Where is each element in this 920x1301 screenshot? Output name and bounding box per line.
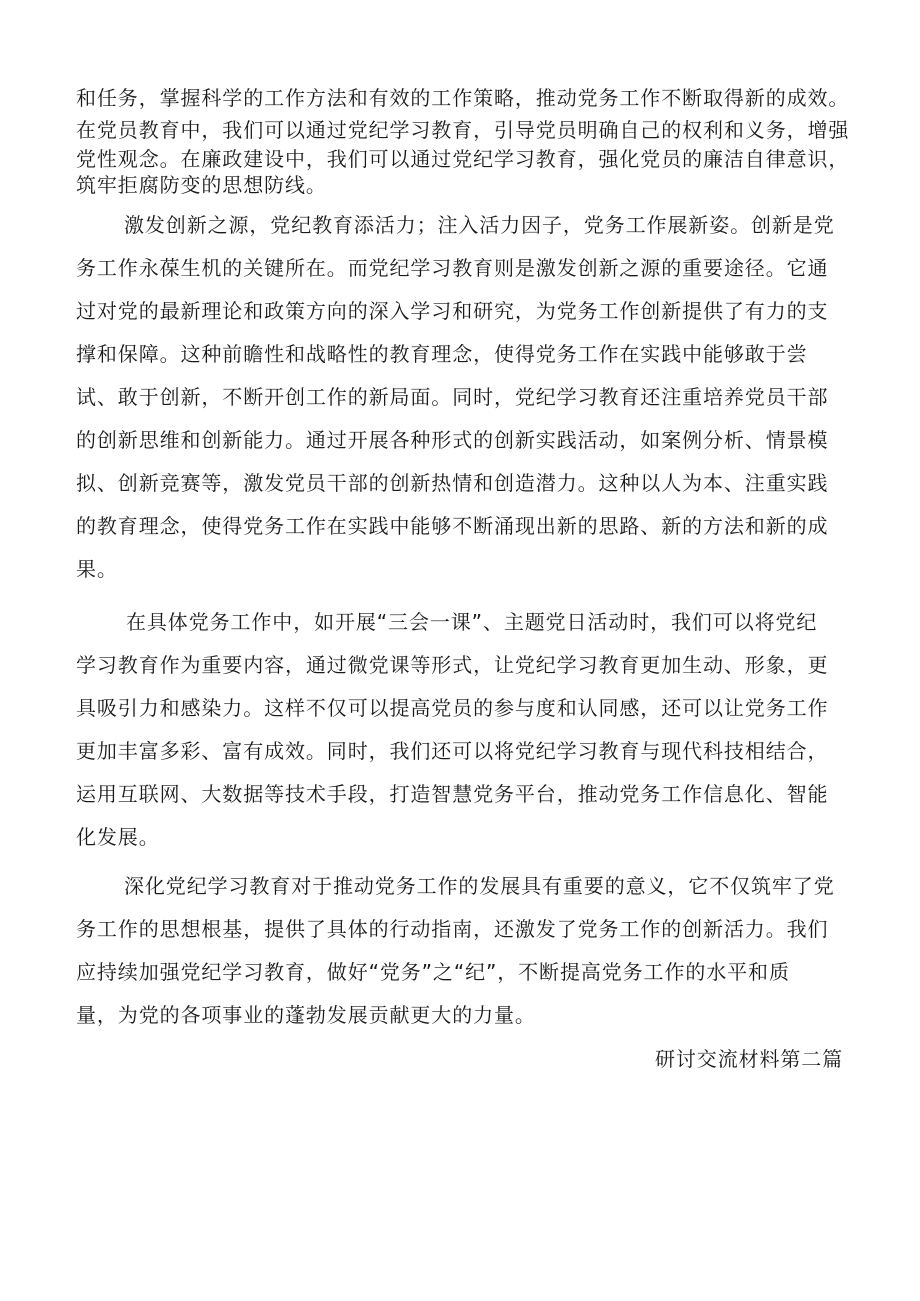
- text-line: 撑和保障。这种前瞻性和战略性的教育理念，使得党务工作在实践中能够敢于尝: [76, 342, 808, 366]
- text-line: 的教育理念，使得党务工作在实践中能够不断涌现出新的思路、新的方法和新的成: [76, 514, 829, 538]
- text-line: 更加丰富多彩、富有成效。同时，我们还可以将党纪学习教育与现代科技相结合，: [76, 739, 829, 763]
- text-line: 拟、创新竞赛等，激发党员干部的创新热情和创造潜力。这种以人为本、注重实践: [76, 471, 829, 495]
- text-line: 党性观念。在廉政建设中，我们可以通过党纪学习教育，强化党员的廉洁自律意识，: [76, 147, 850, 171]
- text-line: 在党员教育中，我们可以通过党纪学习教育，引导党员明确自己的权利和义务，增强: [76, 118, 850, 142]
- text-line: 应持续加强党纪学习教育，做好“党务”之“纪”，不断提高党务工作的水平和质: [76, 960, 790, 984]
- text-line: 果。: [76, 557, 118, 581]
- text-line: 和任务，掌握科学的工作方法和有效的工作策略，推动党务工作不断取得新的成效。: [76, 86, 850, 110]
- text-line: 筑牢拒腐防变的思想防线。: [76, 173, 327, 197]
- text-line: 激发创新之源，党纪教育添活力；注入活力因子，党务工作展新姿。创新是党: [124, 213, 835, 237]
- text-line: 化发展。: [76, 825, 160, 849]
- section-title: 研讨交流材料第二篇: [655, 1047, 844, 1071]
- text-line: 过对党的最新理论和政策方向的深入学习和研究，为党务工作创新提供了有力的支: [76, 299, 829, 323]
- text-line: 量，为党的各项事业的蓬勃发展贡献更大的力量。: [76, 1003, 536, 1027]
- text-line: 务工作的思想根基，提供了具体的行动指南，还激发了党务工作的创新活力。我们: [76, 917, 829, 941]
- text-line: 学习教育作为重要内容，通过微党课等形式，让党纪学习教育更加生动、形象，更: [76, 653, 829, 677]
- text-line: 在具体党务工作中，如开展“三会一课”、主题党日活动时，我们可以将党纪: [126, 610, 818, 634]
- text-line: 试、敢于创新，不断开创工作的新局面。同时，党纪学习教育还注重培养党员干部: [76, 385, 829, 409]
- text-line: 的创新思维和创新能力。通过开展各种形式的创新实践活动，如案例分析、情景模: [76, 428, 829, 452]
- text-line: 深化党纪学习教育对于推动党务工作的发展具有重要的意义，它不仅筑牢了党: [124, 874, 835, 898]
- text-line: 运用互联网、大数据等技术手段，打造智慧党务平台，推动党务工作信息化、智能: [76, 782, 829, 806]
- text-line: 具吸引力和感染力。这样不仅可以提高党员的参与度和认同感，还可以让党务工作: [76, 696, 829, 720]
- text-line: 务工作永葆生机的关键所在。而党纪学习教育则是激发创新之源的重要途径。它通: [76, 256, 829, 280]
